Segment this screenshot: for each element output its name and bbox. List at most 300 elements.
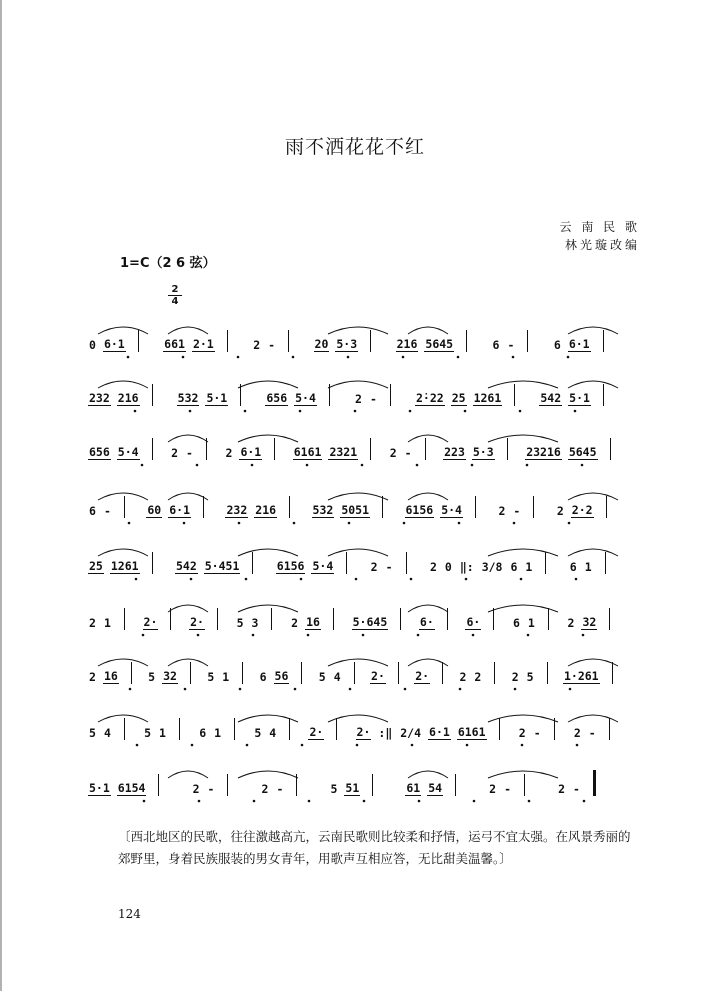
note-group: 20 — [314, 337, 329, 351]
note-group: - — [385, 560, 393, 574]
note-group: 5 — [89, 726, 96, 740]
note-group: 2 — [89, 616, 96, 630]
barline — [289, 496, 290, 518]
barline — [288, 330, 289, 352]
octave-dot — [459, 688, 462, 691]
octave-dot — [464, 410, 467, 413]
barline — [289, 718, 290, 740]
staff-line-2 — [88, 372, 628, 412]
barline — [610, 438, 611, 460]
note-group: 5·1 — [569, 391, 590, 405]
octave-dot — [347, 356, 350, 359]
note-group: 1 — [222, 670, 230, 684]
octave-dot — [253, 800, 256, 803]
octave-dots — [88, 462, 628, 468]
barline — [390, 384, 391, 406]
note-group: 1 — [584, 560, 592, 574]
note-group: 0 — [444, 560, 452, 574]
note-group: 5 — [144, 726, 152, 740]
octave-dot — [127, 356, 130, 359]
octave-dots — [88, 742, 628, 748]
octave-dot — [197, 634, 200, 637]
octave-dot — [568, 522, 571, 525]
octave-dot — [582, 634, 585, 637]
barline — [425, 438, 426, 460]
time-signature-denominator: 4 — [171, 296, 179, 307]
note-group: 2 — [253, 338, 261, 352]
staff-line-4 — [88, 484, 628, 524]
note-group: 1 — [527, 616, 535, 630]
octave-dot — [306, 464, 309, 467]
barline — [548, 608, 549, 630]
note-group: 3/8 — [481, 560, 503, 574]
note-group: 5051 — [341, 503, 370, 517]
barline — [271, 608, 272, 630]
barline — [406, 552, 407, 574]
note-group: 2 — [459, 670, 467, 684]
octave-dot — [251, 464, 254, 467]
octave-dot — [128, 522, 131, 525]
note-group: 2 — [498, 504, 506, 518]
octave-dot — [411, 744, 414, 747]
staff-line-5 — [88, 540, 628, 580]
song-title: 雨不洒花花不红 — [284, 136, 425, 158]
note-group: - — [573, 782, 580, 796]
note-group: 5 — [207, 670, 215, 684]
octave-dot — [581, 464, 584, 467]
note-group: 4 — [333, 670, 341, 684]
barline — [370, 438, 371, 460]
barline — [301, 662, 302, 684]
note-group: 5 — [526, 670, 534, 684]
octave-dot — [402, 356, 405, 359]
octave-dot — [404, 688, 407, 691]
octave-dot — [409, 410, 412, 413]
octave-dot — [567, 356, 570, 359]
note-group: 1261 — [473, 391, 502, 405]
barline — [227, 330, 228, 352]
octave-dot — [245, 578, 248, 581]
notation-row — [88, 662, 628, 684]
note-group: 2 — [171, 446, 179, 460]
octave-dot — [527, 634, 530, 637]
note-group: - — [103, 504, 111, 518]
note-group: 6156 — [276, 559, 305, 573]
octave-dot — [513, 522, 516, 525]
barline — [442, 662, 443, 684]
notation-row — [88, 384, 628, 406]
note-group: 25 — [89, 559, 103, 573]
notation-row — [88, 770, 628, 796]
note-group: 542 — [540, 391, 562, 405]
note-group: - — [533, 726, 541, 740]
octave-dot — [244, 410, 247, 413]
barline — [545, 552, 546, 574]
octave-dots — [88, 520, 628, 526]
note-group: 6 — [89, 504, 96, 518]
barline — [242, 662, 243, 684]
barline — [612, 662, 613, 684]
note-group: 5·3 — [336, 337, 358, 351]
barline — [152, 384, 153, 406]
page-number: 124 — [118, 907, 141, 921]
staff-line-8 — [88, 706, 628, 746]
note-group: 2 — [355, 392, 362, 406]
octave-dot — [182, 356, 185, 359]
note-group: - — [369, 392, 377, 406]
note-group: 54 — [428, 781, 443, 795]
note-group: 5·3 — [472, 445, 494, 459]
barline — [533, 496, 534, 518]
note-group: 5645 — [568, 445, 597, 459]
octave-dot — [142, 634, 145, 637]
note-group: 2321 — [329, 445, 358, 459]
barline — [346, 552, 347, 574]
note-group: 2 — [489, 782, 497, 796]
barline — [170, 608, 171, 630]
octave-dot — [583, 800, 586, 803]
note-group: - — [186, 446, 193, 460]
note-group: 2 — [225, 446, 233, 460]
note-group: 5·1 — [206, 391, 228, 405]
octave-dot — [355, 578, 358, 581]
note-group: 2· — [309, 725, 324, 739]
octave-dot — [354, 410, 357, 413]
barline — [329, 384, 330, 406]
note-group: 656 — [266, 391, 288, 405]
octave-dots — [88, 632, 628, 638]
note-group: 51 — [345, 781, 360, 795]
staff-line-1 — [88, 318, 628, 358]
octave-dot — [520, 578, 523, 581]
note-group: 56 — [274, 669, 289, 683]
barline — [131, 662, 132, 684]
barline — [507, 438, 508, 460]
note-group: 532 — [177, 391, 199, 405]
barline — [603, 330, 604, 352]
note-group: - — [513, 504, 521, 518]
octave-dot — [292, 356, 295, 359]
barline — [240, 384, 241, 406]
note-group: 6 — [569, 560, 577, 574]
note-group: 6 — [510, 560, 518, 574]
note-group: 5·645 — [352, 615, 388, 629]
barline — [333, 608, 334, 630]
note-group: 2 — [89, 670, 96, 684]
barline — [554, 718, 555, 740]
barline — [455, 774, 456, 796]
barline — [609, 608, 610, 630]
octave-dot — [299, 410, 302, 413]
note-group: 0 — [89, 338, 96, 352]
octave-dot — [129, 688, 132, 691]
note-group: 6161 — [457, 725, 486, 739]
note-group: 2· — [371, 669, 385, 683]
note-group: :‖ — [378, 726, 393, 740]
octave-dot — [466, 744, 469, 747]
barline — [124, 608, 125, 630]
note-group: 2·2 — [571, 503, 593, 517]
barline — [524, 774, 525, 796]
key-signature: 1=C（2 6 弦） — [120, 256, 216, 271]
footnote: 〔西北地区的民歌，往往激越高亢，云南民歌则比较柔和抒情，运弓不宜太强。在风景秀丽的郊野里，身着民族服装的男女青年，用歌声互相应答，无比甜美温馨。〕 — [118, 829, 631, 866]
note-group: 6·1 — [568, 337, 590, 351]
barline — [382, 496, 383, 518]
note-group: 1 — [159, 726, 166, 740]
note-group: 2 — [370, 560, 378, 574]
note-group: 223 — [444, 445, 465, 459]
octave-dot — [575, 578, 578, 581]
octave-dot — [294, 688, 297, 691]
note-group: 656 — [89, 445, 110, 459]
barline — [138, 330, 139, 352]
note-group: 2 — [556, 504, 564, 518]
octave-dot — [135, 578, 138, 581]
note-group: ‖: — [459, 560, 474, 574]
note-group: 2· — [415, 669, 430, 683]
octave-dot — [403, 522, 406, 525]
note-group: 1 — [214, 726, 222, 740]
barline — [336, 718, 337, 740]
note-group: 542 — [175, 559, 197, 573]
note-group: 216 — [255, 503, 277, 517]
octave-dot — [576, 744, 579, 747]
time-signature — [168, 284, 182, 307]
barline — [227, 774, 228, 796]
octave-dots — [88, 354, 628, 360]
octave-dot — [141, 464, 144, 467]
barline — [527, 330, 528, 352]
note-group: 5·451 — [204, 559, 240, 573]
barline — [370, 330, 371, 352]
octave-dot — [349, 688, 352, 691]
origin-credit: 云 南 民 歌 — [559, 220, 640, 234]
octave-dot — [246, 744, 249, 747]
barline — [475, 496, 476, 518]
notation-row — [88, 496, 628, 518]
note-group: 2· — [190, 615, 204, 629]
note-group: - — [268, 338, 276, 352]
octave-dot — [417, 634, 420, 637]
note-group: 6154 — [117, 781, 146, 795]
note-group: - — [504, 782, 512, 796]
note-group: 5645 — [425, 337, 454, 351]
note-group: 5 — [254, 726, 262, 740]
note-group: 6161 — [293, 445, 322, 459]
note-group: 232 — [226, 503, 248, 517]
note-group: 32 — [163, 669, 177, 683]
note-group: 25 — [451, 391, 466, 405]
octave-dot — [457, 356, 460, 359]
note-group: 5·4 — [117, 445, 139, 459]
note-group: 5·1 — [89, 781, 110, 795]
note-group: 6 — [512, 616, 520, 630]
barline — [547, 662, 548, 684]
staff-line-3 — [88, 426, 628, 466]
notation-row — [88, 718, 628, 740]
notation-row — [88, 438, 628, 460]
barline — [499, 718, 500, 740]
octave-dot — [198, 800, 201, 803]
note-group: 4 — [103, 726, 111, 740]
note-group: 2 — [558, 782, 566, 796]
note-group: 6 — [199, 726, 207, 740]
note-group: 6·1 — [103, 337, 125, 351]
octave-dot — [528, 800, 531, 803]
note-group: 2 — [261, 782, 269, 796]
octave-dot — [237, 356, 240, 359]
note-group: - — [276, 782, 284, 796]
barline — [234, 718, 235, 740]
time-signature-numerator: 2 — [168, 284, 182, 296]
barline — [493, 608, 494, 630]
barline — [274, 438, 275, 460]
barline — [203, 496, 204, 518]
note-group: 5·4 — [312, 559, 334, 573]
octave-dot — [363, 800, 366, 803]
octave-dot — [300, 578, 303, 581]
barline — [398, 662, 399, 684]
barline — [603, 384, 604, 406]
note-group: 5 — [318, 670, 326, 684]
octave-dot — [410, 578, 413, 581]
note-group: 6 — [492, 338, 500, 352]
staff-line-6 — [88, 596, 628, 636]
note-group: - — [404, 446, 412, 460]
barline — [217, 608, 218, 630]
note-group: 60 — [147, 503, 162, 517]
notation-row — [88, 608, 628, 630]
note-group: 1 — [525, 560, 533, 574]
note-group: 216 — [117, 391, 139, 405]
note-group: 2·1 — [192, 337, 214, 351]
note-group: - — [207, 782, 215, 796]
notation-row — [88, 552, 628, 574]
note-group: 2· — [143, 615, 158, 629]
note-group: 6·1 — [169, 503, 190, 517]
note-group: 2 — [567, 616, 575, 630]
note-group: 661 — [164, 337, 185, 351]
note-group: 5 — [330, 782, 338, 796]
octave-dot — [416, 464, 419, 467]
note-group: 2 — [573, 726, 581, 740]
barline — [605, 552, 606, 574]
octave-dot — [183, 522, 186, 525]
octave-dot — [293, 522, 296, 525]
note-group: 16 — [103, 669, 118, 683]
octave-dot — [574, 410, 577, 413]
octave-dots — [88, 686, 628, 692]
octave-dot — [189, 410, 192, 413]
note-group: 2/4 — [400, 726, 422, 740]
barline — [124, 496, 125, 518]
barline — [372, 774, 373, 796]
octave-dot — [418, 800, 421, 803]
octave-dot — [184, 688, 187, 691]
octave-dot — [521, 744, 524, 747]
octave-dot — [472, 634, 475, 637]
staff-line-9 — [88, 762, 628, 802]
barline — [252, 552, 253, 574]
octave-dot — [196, 464, 199, 467]
octave-dots — [88, 798, 628, 804]
octave-dot — [458, 522, 461, 525]
octave-dot — [190, 578, 193, 581]
octave-dot — [465, 578, 468, 581]
barline — [447, 608, 448, 630]
octave-dot — [238, 522, 241, 525]
note-group: 6 — [553, 338, 561, 352]
octave-dot — [362, 634, 365, 637]
barline — [158, 774, 159, 796]
note-group: 5·4 — [441, 503, 462, 517]
note-group: 2· — [356, 725, 371, 739]
barline — [190, 662, 191, 684]
octave-dot — [191, 744, 194, 747]
octave-dot — [519, 410, 522, 413]
note-group: 2 — [518, 726, 526, 740]
note-group: 23216 — [526, 445, 561, 459]
note-group: 6 — [259, 670, 267, 684]
note-group: 532 — [312, 503, 334, 517]
note-group: 2 — [389, 446, 397, 460]
octave-dot — [569, 688, 572, 691]
octave-dot — [356, 744, 359, 747]
note-group: 4 — [269, 726, 277, 740]
note-group: 2 — [511, 670, 519, 684]
barline — [152, 552, 153, 574]
octave-dot — [239, 688, 242, 691]
octave-dot — [143, 800, 146, 803]
note-group: 2 — [291, 616, 299, 630]
octave-dot — [471, 464, 474, 467]
note-group: 2 — [192, 782, 200, 796]
note-group: 1·261 — [563, 669, 599, 683]
octave-dot — [361, 464, 364, 467]
octave-dot — [308, 800, 311, 803]
octave-dot — [348, 522, 351, 525]
note-group: 32 — [582, 615, 597, 629]
octave-dot — [514, 688, 517, 691]
note-group: 1261 — [110, 559, 139, 573]
barline — [354, 662, 355, 684]
barline — [606, 496, 607, 518]
barline — [152, 438, 153, 460]
note-group: 61 — [406, 781, 421, 795]
note-group: 6·1 — [429, 725, 450, 739]
arranger-credit: 林光璇改编 — [564, 238, 640, 252]
octave-dot — [136, 744, 139, 747]
octave-dot — [512, 356, 515, 359]
note-group: 6156 — [405, 503, 434, 517]
barline — [206, 438, 207, 460]
octave-dot — [134, 410, 137, 413]
barline — [514, 384, 515, 406]
octave-dot — [301, 744, 304, 747]
note-group: 5 — [148, 670, 156, 684]
note-group: 6·1 — [240, 445, 262, 459]
note-group: 6· — [466, 615, 481, 629]
note-group: 2̇·22 — [416, 391, 444, 405]
note-group: 3 — [251, 616, 259, 630]
note-group: 2 — [474, 670, 482, 684]
barline — [494, 662, 495, 684]
octave-dot — [307, 634, 310, 637]
final-barline — [593, 770, 596, 796]
note-group: 1 — [103, 616, 111, 630]
octave-dots — [88, 576, 628, 582]
octave-dot — [473, 800, 476, 803]
